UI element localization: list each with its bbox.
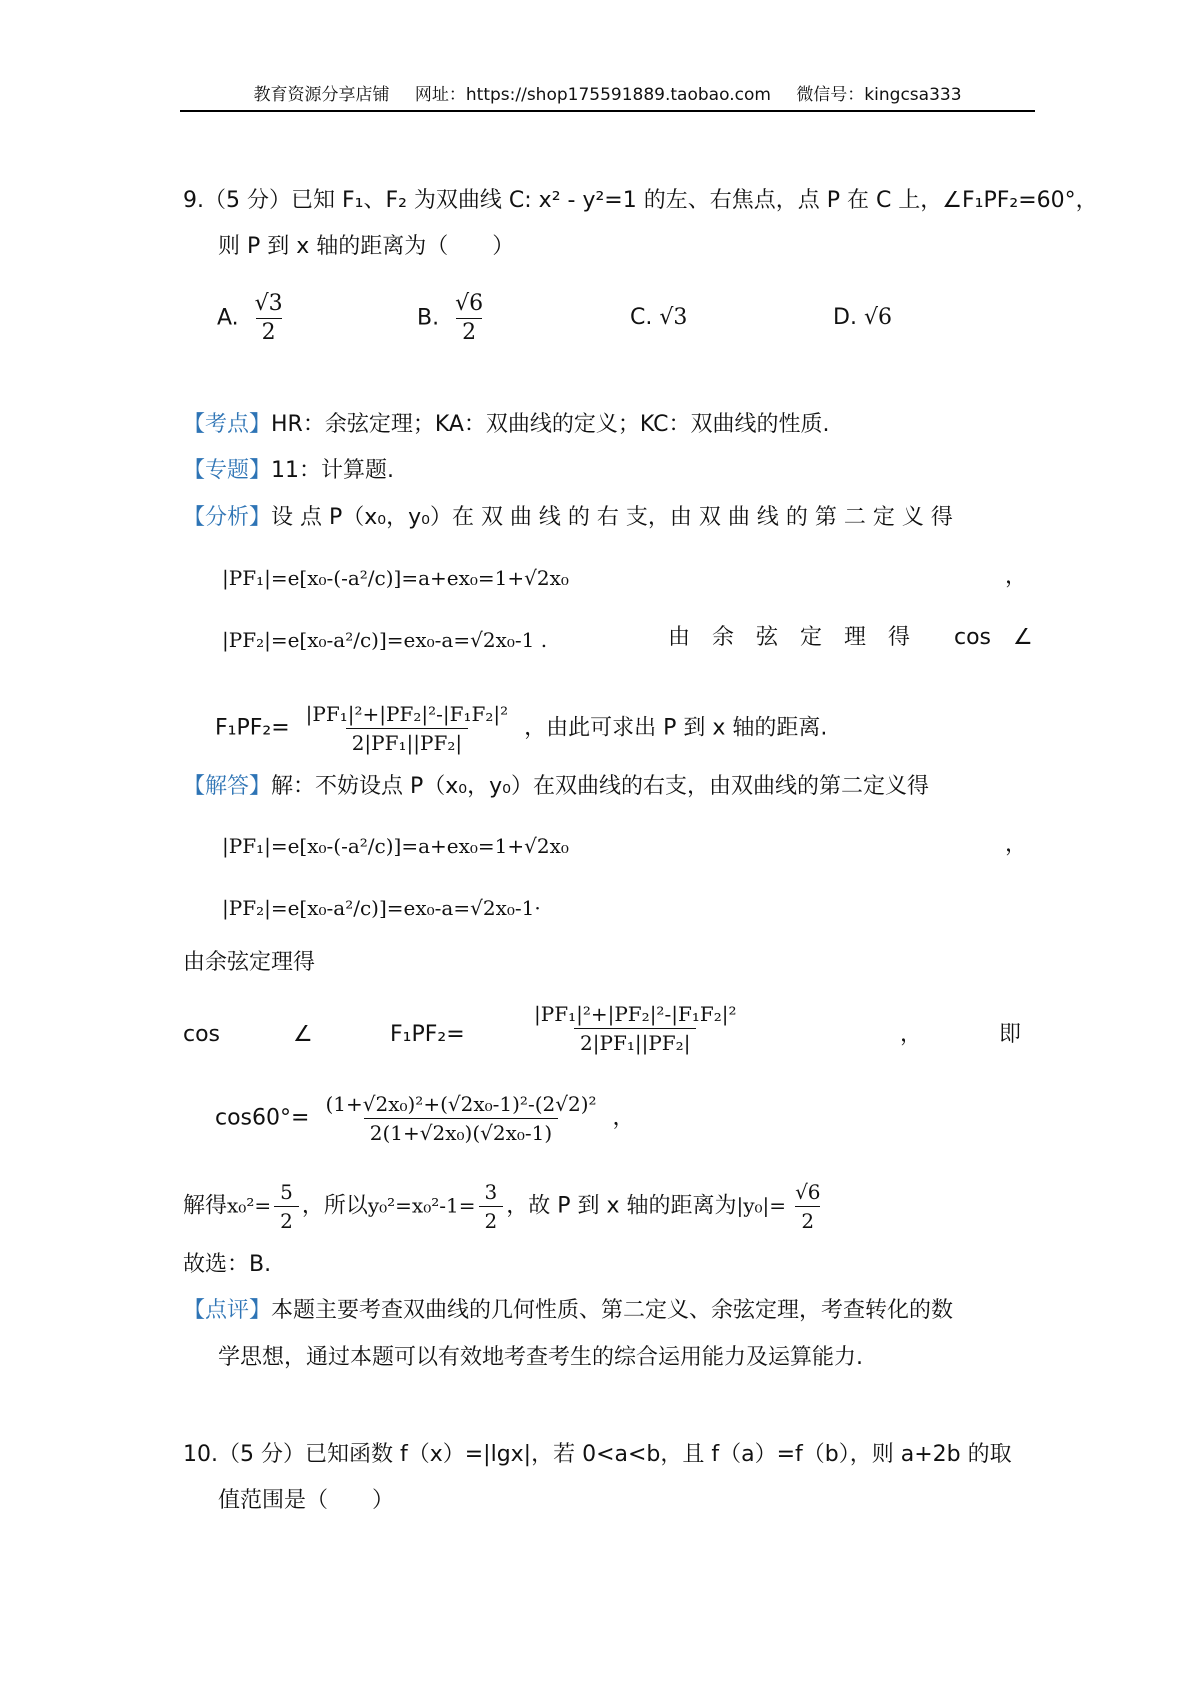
q9-option-d: D. √6 — [833, 305, 892, 330]
shop-name: 教育资源分享店铺 — [253, 85, 390, 105]
q10-stem-line2: 值范围是（ ） — [218, 1488, 395, 1513]
jieda-angle: ∠ — [293, 1022, 313, 1047]
jieda-pf2-formula: |PF₂|=e[x₀-a²/c)]=ex₀-a=√2x₀-1· — [222, 896, 541, 920]
q9-option-b: B. $\frac{√6}{2}$ — [417, 291, 484, 345]
dianping-tag: 【点评】 — [183, 1298, 272, 1323]
jieda-cos60: cos60°= $\frac{\text{(1+√2x₀)²+(√2x₀-1)²-(2√2)²}}{\text{2(1+√2x₀)(√2x₀-1)}}$ ， — [215, 1092, 635, 1145]
jieda-pf1-formula: |PF₁|=e[x₀-(-a²/c)]=a+ex₀=1+√2x₀ — [222, 834, 569, 858]
zhuanti-tag: 【专题】 — [183, 458, 272, 483]
fenxi-pf2-formula: |PF₂|=e[x₀-a²/c)]=ex₀-a=√2x₀-1 . — [222, 628, 548, 652]
jieda-result: 解得x₀²= $\frac{5}{2}$ ，所以y₀²=x₀²-1= $\frac{3}{2}$ ，故 P 到 x 轴的距离为|y₀|= $\frac{√6}{2}$ — [183, 1180, 821, 1233]
jieda-f1pf2: F₁PF₂= — [390, 1022, 465, 1047]
page-header — [180, 80, 1035, 112]
jieda-yuxian: 由余弦定理得 — [183, 950, 316, 975]
q9-option-a: A. $\frac{√3}{2}$ — [217, 291, 283, 345]
dianping-line2: 学思想，通过本题可以有效地考查考生的综合运用能力及运算能力. — [218, 1345, 863, 1370]
q9-stem-line2: 则 P 到 x 轴的距离为（ ） — [218, 234, 515, 259]
q9-stem-line1: 9.（5 分）已知 F₁、F₂ 为双曲线 C: x² - y²=1 的左、右焦点，点 P 在 C 上，∠F₁PF₂=60°， — [183, 188, 1098, 213]
fenxi-pf1-formula: |PF₁|=e[x₀-(-a²/c)]=a+ex₀=1+√2x₀ — [222, 566, 569, 590]
jieda-comma: ， — [1005, 832, 1028, 857]
jieda-cos-label: cos — [183, 1022, 221, 1047]
q9-option-c: C. √3 — [630, 305, 688, 330]
q10-stem-line1: 10.（5 分）已知函数 f（x）=|lgx|，若 0<a<b，且 f（a）=f（b），则 a+2b 的取 — [183, 1442, 1012, 1467]
wechat-id: 微信号：kingcsa333 — [796, 85, 962, 105]
jieda: 【解答】解：不妨设点 P（x₀，y₀）在双曲线的右支，由双曲线的第二定义得 — [183, 774, 929, 799]
shop-url: 网址：https://shop175591889.taobao.com — [414, 85, 771, 105]
dianping: 【点评】本题主要考查双曲线的几何性质、第二定义、余弦定理，考查转化的数 — [183, 1298, 954, 1323]
jieda-tag: 【解答】 — [183, 774, 272, 799]
fenxi: 【分析】设 点 P（x₀，y₀）在 双 曲 线 的 右 支，由 双 曲 线 的 第 二 定 义 得 — [183, 505, 953, 530]
jieda-cos-fraction: $\frac{\text{|PF₁|²+|PF₂|²-|F₁F₂|²}}{\text{2|PF₁||PF₂|}}$ — [534, 1002, 737, 1055]
jieda-guxuan: 故选：B. — [183, 1252, 272, 1277]
fenxi-cos-text: 由 余 弦 定 理 得 cos ∠ — [668, 625, 1033, 650]
fenxi-cos-formula: F₁PF₂= $\frac{\text{|PF₁|²+|PF₂|²-|F₁F₂|²}}{\text{2|PF₁||PF₂|}}$ ，由此可求出 P 到 x 轴的距离. — [215, 702, 828, 755]
fenxi-comma: ， — [1005, 564, 1028, 589]
fenxi-tag: 【分析】 — [183, 505, 272, 530]
zhuanti: 【专题】11：计算题. — [183, 458, 395, 483]
kaodian-tag: 【考点】 — [183, 412, 272, 437]
kaodian: 【考点】HR：余弦定理；KA：双曲线的定义；KC：双曲线的性质. — [183, 412, 830, 437]
jieda-ji: ， 即 — [900, 1022, 1022, 1047]
